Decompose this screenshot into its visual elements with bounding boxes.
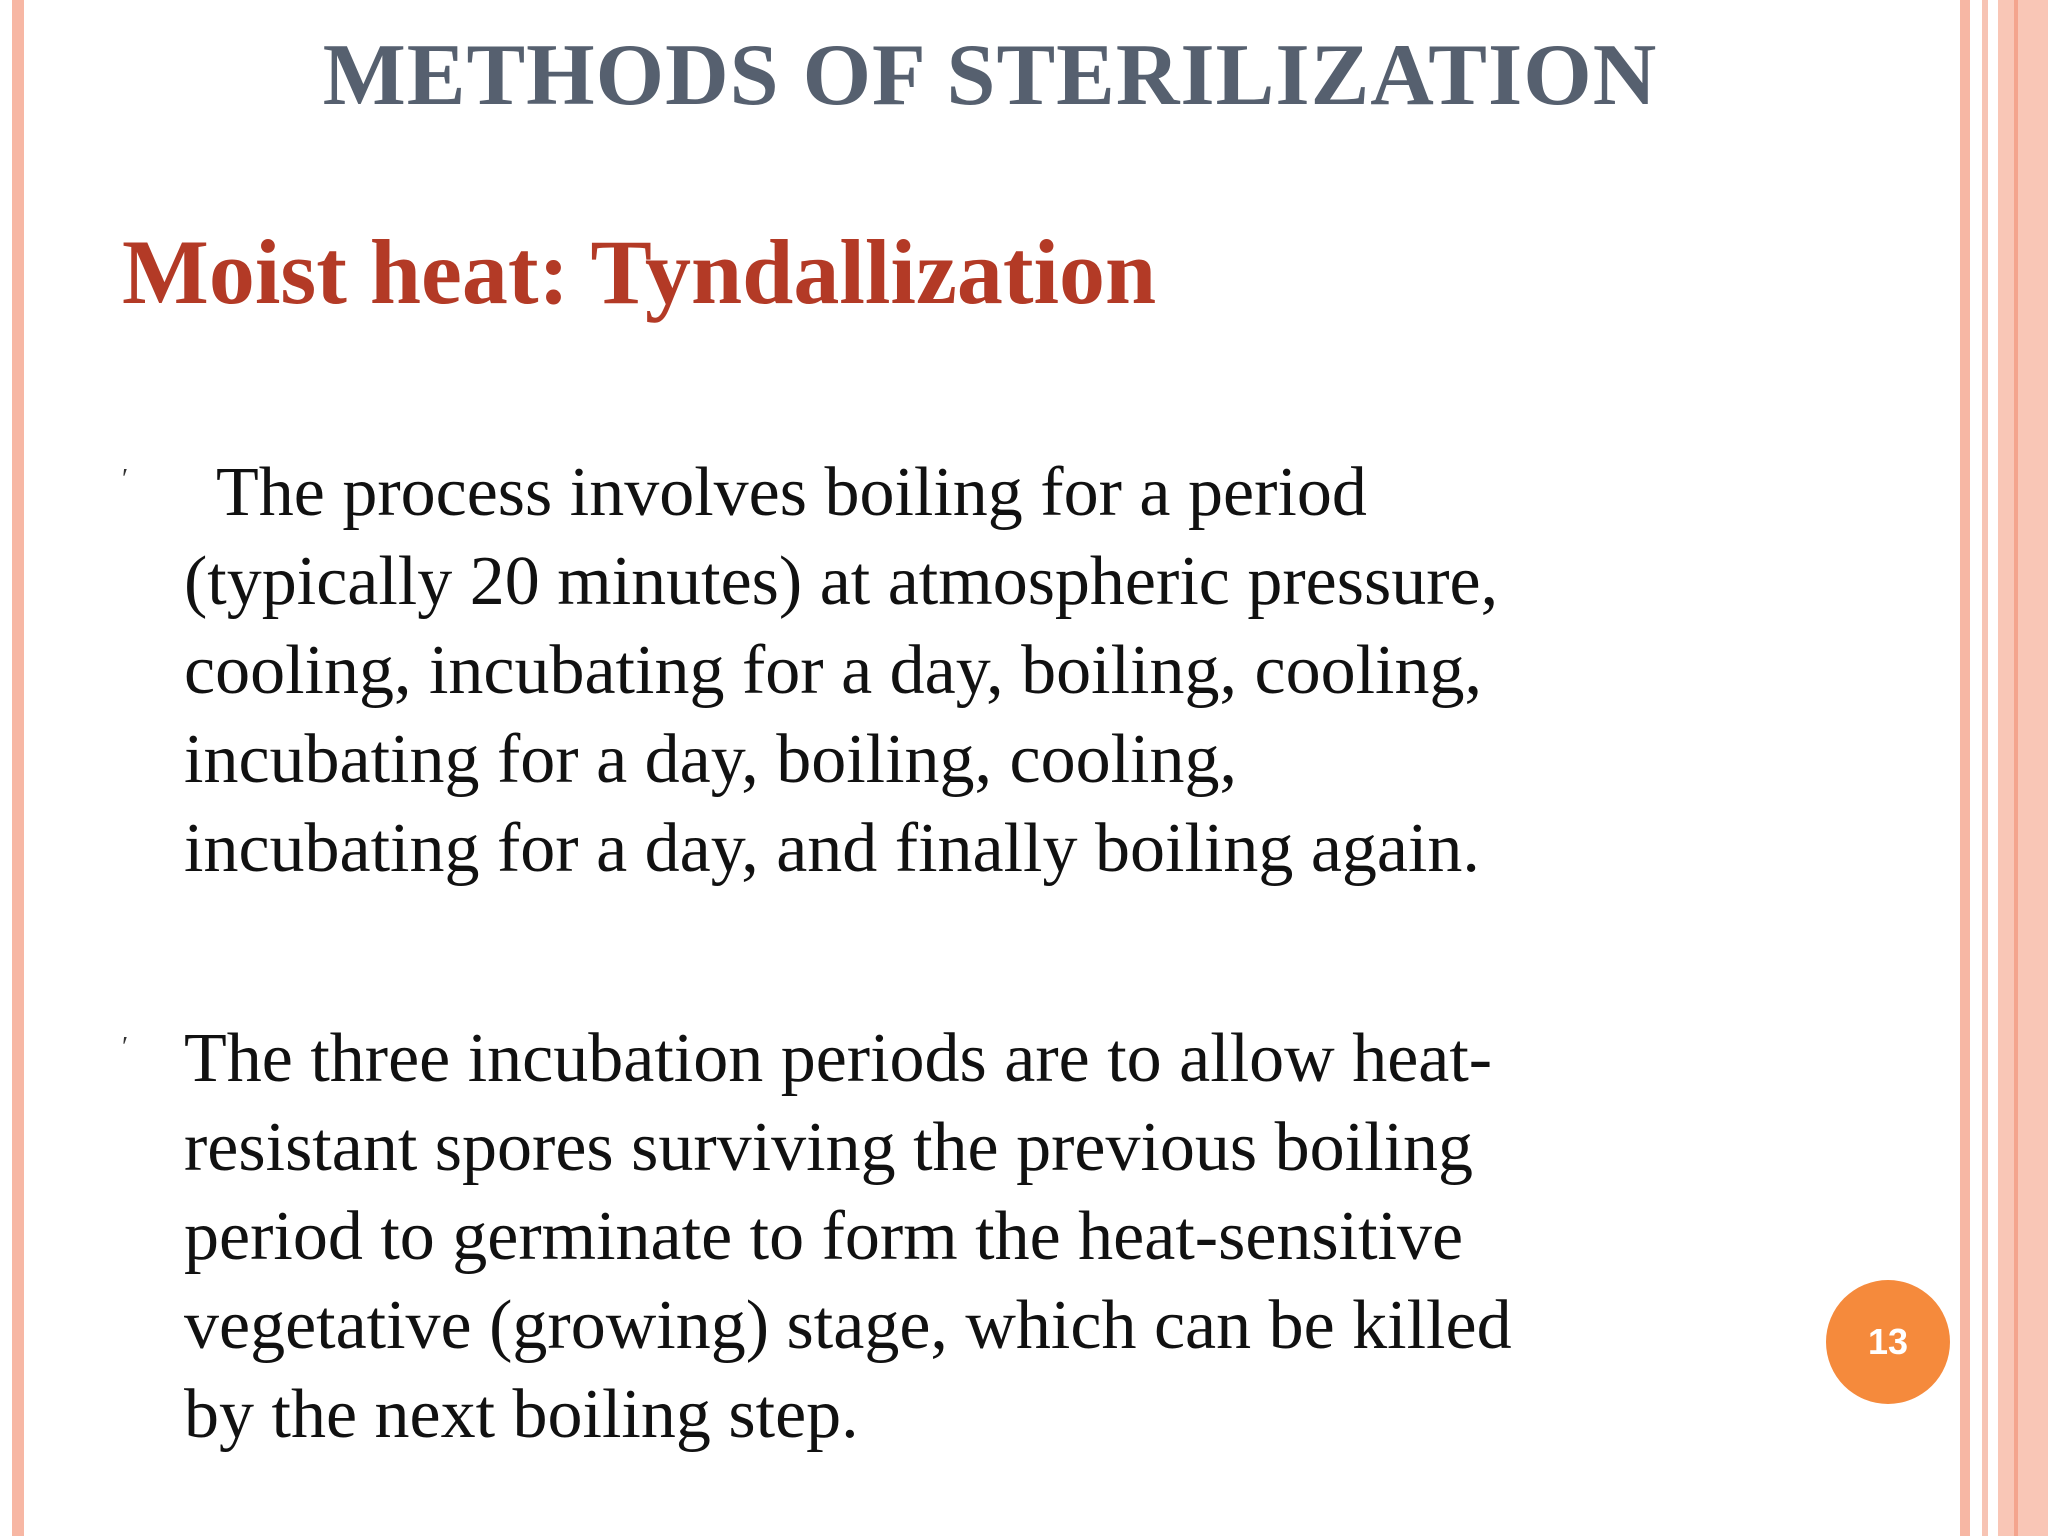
paragraph-line: resistant spores surviving the previous boiling [184,1109,1474,1186]
slide-title: METHODS OF STERILIZATION [322,27,1658,124]
bullet-marker: ′ [122,464,129,495]
slide-subtitle: Moist heat: Tyndallization [122,221,1157,323]
paragraph-line: by the next boiling step. [184,1376,859,1453]
bullet-paragraph [184,1014,1844,1459]
paragraph-line: incubating for a day, and finally boiling again. [184,810,1480,887]
page-number-badge [1826,1280,1950,1404]
page-number: 13 [1867,1321,1909,1362]
paragraph-line: incubating for a day, boiling, cooling, [184,721,1238,798]
paragraph-line: period to germinate to form the heat-sensitive [184,1198,1464,1275]
bullet-marker: ′ [122,1032,129,1063]
paragraph-line: The process involves boiling for a period [216,454,1367,531]
paragraph-line: The three incubation periods are to allow heat- [184,1020,1493,1097]
right-decorative-stripe [2014,0,2018,1536]
left-decorative-stripe [12,0,24,1536]
paragraph-line: (typically 20 minutes) at atmospheric pressure, [184,543,1499,620]
right-decorative-stripe [1960,0,1970,1536]
paragraph-line: vegetative (growing) stage, which can be killed [184,1287,1512,1364]
right-decorative-stripe [1982,0,1988,1536]
right-decorative-band [1998,0,2048,1536]
bullet-paragraph [184,448,1844,893]
paragraph-line: cooling, incubating for a day, boiling, cooling, [184,632,1482,709]
